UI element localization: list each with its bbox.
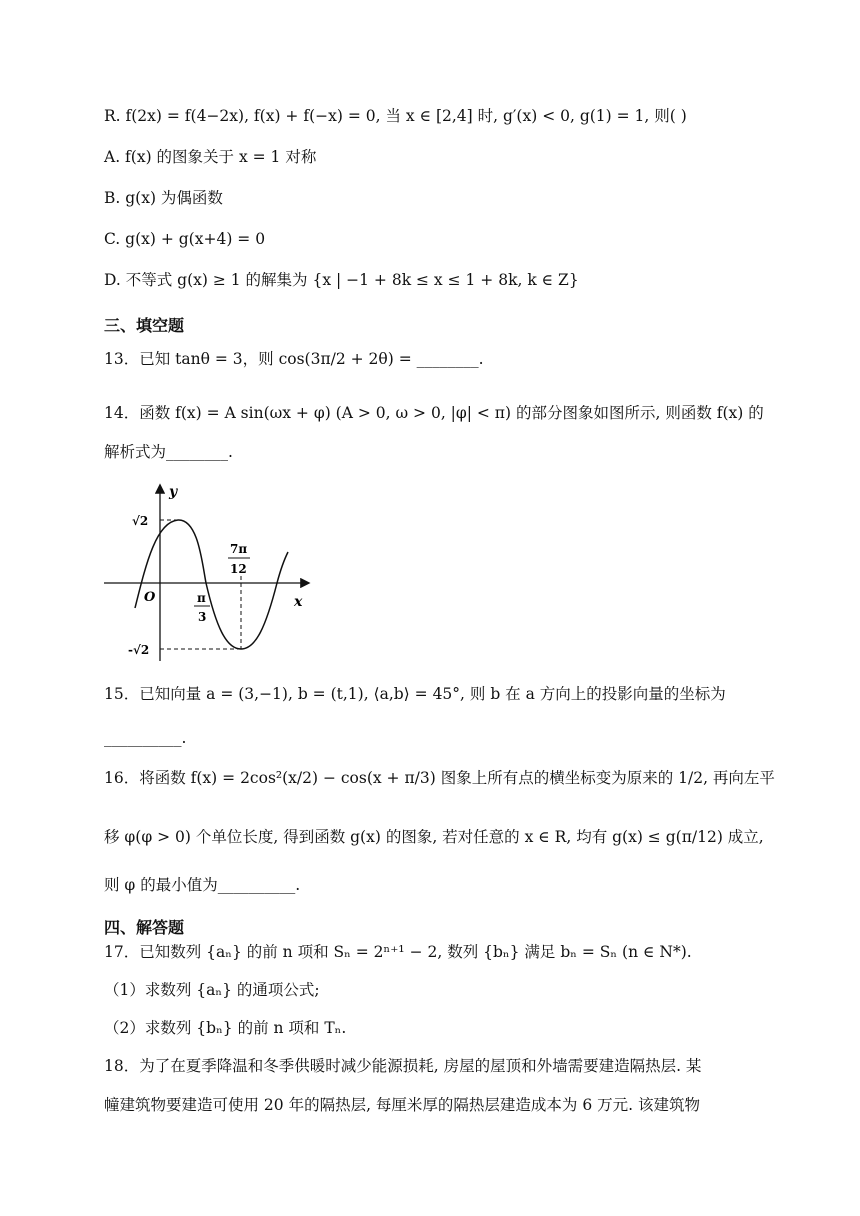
question-17-part1: （1）求数列 {aₙ} 的通项公式;	[104, 981, 320, 999]
section-heading-fill-in: 三、填空题	[104, 316, 185, 335]
q12-option-d: D. 不等式 g(x) ≥ 1 的解集为 {x | −1 + 8k ≤ x ≤ 1 + 8k, k ∈ Z}	[104, 271, 579, 289]
y-axis-label: y	[169, 484, 178, 500]
question-14-line1: 14．函数 f(x) = A sin(ωx + φ) (A > 0, ω > 0, |φ| < π) 的部分图象如图所示, 则函数 f(x) 的	[104, 404, 764, 422]
q12-condition: R. f(2x) = f(4−2x), f(x) + f(−x) = 0, 当 x ∈ [2,4] 时, g′(x) < 0, g(1) = 1, 则( )	[104, 107, 687, 125]
question-14-line2: 解析式为________.	[104, 443, 233, 461]
question-16-line1: 16．将函数 f(x) = 2cos²(x/2) − cos(x + π/3) 图象上所有点的横坐标变为原来的 1/2, 再向左平	[104, 769, 775, 787]
x1-numerator: π	[197, 591, 206, 605]
question-15-line2: __________.	[104, 729, 187, 747]
question-15-line1: 15．已知向量 a = (3,−1), b = (t,1), ⟨a,b⟩ = 45°, 则 b 在 a 方向上的投影向量的坐标为	[104, 685, 726, 703]
sine-graph-figure	[98, 476, 323, 666]
sine-curve	[135, 520, 288, 649]
q12-option-a: A. f(x) 的图象关于 x = 1 对称	[104, 148, 317, 166]
min-value-label: -√2	[128, 643, 150, 657]
question-17: 17．已知数列 {aₙ} 的前 n 项和 Sₙ = 2ⁿ⁺¹ − 2, 数列 {bₙ} 满足 bₙ = Sₙ (n ∈ N*).	[104, 943, 692, 961]
max-value-label: √2	[132, 514, 149, 528]
question-18-line2: 幢建筑物要建造可使用 20 年的隔热层, 每厘米厚的隔热层建造成本为 6 万元. 该建筑物	[104, 1096, 701, 1114]
x1-denominator: 3	[198, 610, 207, 624]
x2-denominator: 12	[230, 562, 247, 576]
question-16-line2: 移 φ(φ > 0) 个单位长度, 得到函数 g(x) 的图象, 若对任意的 x ∈ R, 均有 g(x) ≤ g(π/12) 成立,	[104, 828, 764, 846]
x2-numerator: 7π	[230, 542, 248, 556]
section-heading-answer: 四、解答题	[104, 918, 185, 937]
question-16-line3: 则 φ 的最小值为__________.	[104, 876, 301, 894]
question-17-part2: （2）求数列 {bₙ} 的前 n 项和 Tₙ.	[104, 1019, 347, 1037]
origin-label: O	[144, 590, 156, 605]
x-axis-label: x	[294, 594, 303, 610]
question-13: 13．已知 tanθ = 3，则 cos(3π/2 + 2θ) = ________.	[104, 350, 484, 368]
q12-option-b: B. g(x) 为偶函数	[104, 189, 223, 207]
question-18-line1: 18．为了在夏季降温和冬季供暖时减少能源损耗, 房屋的屋顶和外墙需要建造隔热层. 某	[104, 1057, 702, 1075]
q12-option-c: C. g(x) + g(x+4) = 0	[104, 230, 266, 248]
